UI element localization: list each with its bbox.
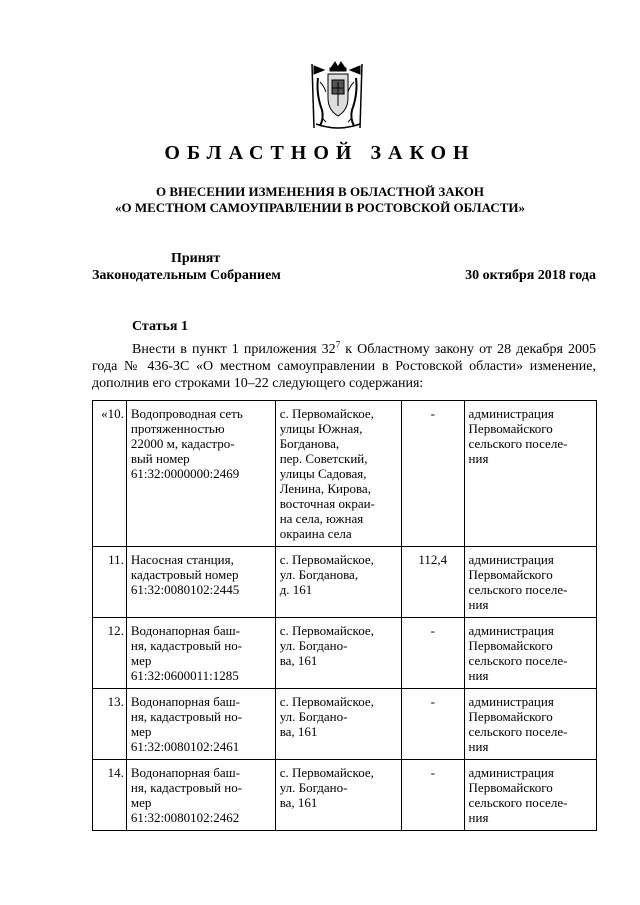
owner-cell: администрация Первомайского сельского поселе- ния xyxy=(464,760,596,831)
row-number: 13. xyxy=(93,689,127,760)
row-number: 14. xyxy=(93,760,127,831)
area-cell: - xyxy=(401,760,464,831)
owner-cell: администрация Первомайского сельского поселе- ния xyxy=(464,689,596,760)
table-row xyxy=(93,689,597,760)
table-row xyxy=(93,618,597,689)
article-paragraph xyxy=(92,341,596,392)
owner-cell: администрация Первомайского сельского поселе- ния xyxy=(464,401,596,547)
table-row xyxy=(93,760,597,831)
row-number: 12. xyxy=(93,618,127,689)
article-heading: Статья 1 xyxy=(132,319,188,334)
property-table-body xyxy=(93,401,597,831)
object-name-cell: Насосная станция, кадастровый номер 61:32:0080102:2445 xyxy=(126,547,275,618)
owner-cell: администрация Первомайского сельского поселе- ния xyxy=(464,618,596,689)
owner-cell: администрация Первомайского сельского поселе- ния xyxy=(464,547,596,618)
paragraph-superscript: 7 xyxy=(335,339,341,350)
paragraph-text-1: Внести в пункт 1 приложения 32 xyxy=(132,342,336,357)
address-cell: с. Первомайское, ул. Богданова, д. 161 xyxy=(275,547,401,618)
adoption-date: 30 октября 2018 года xyxy=(465,268,596,283)
area-cell: 112,4 xyxy=(401,547,464,618)
adoption-block xyxy=(92,250,302,284)
address-cell: с. Первомайское, улицы Южная, Богданова, пер. Советский, улицы Садовая, Ленина, Кирова, восточная окраи- на села, южная окраина села xyxy=(275,401,401,547)
adopting-body: Законодательным Собранием xyxy=(92,268,281,283)
row-number: «10. xyxy=(93,401,127,547)
document-title: ОБЛАСТНОЙ ЗАКОН xyxy=(164,142,476,164)
area-cell: - xyxy=(401,689,464,760)
paragraph-text-2: к Областному закону от 28 декабря 2005 года № 436-ЗС «О местном самоуправлении в Ростовской области» изменение, дополнив его строками 10–22 следующего содержания: xyxy=(92,342,596,391)
property-table xyxy=(92,400,597,831)
object-name-cell: Водонапорная баш- ня, кадастровый но- мер 61:32:0080102:2462 xyxy=(126,760,275,831)
table-row xyxy=(93,401,597,547)
table-row xyxy=(93,547,597,618)
address-cell: с. Первомайское, ул. Богдано- ва, 161 xyxy=(275,689,401,760)
area-cell: - xyxy=(401,401,464,547)
object-name-cell: Водонапорная баш- ня, кадастровый но- мер 61:32:0080102:2461 xyxy=(126,689,275,760)
address-cell: с. Первомайское, ул. Богдано- ва, 161 xyxy=(275,760,401,831)
address-cell: с. Первомайское, ул. Богдано- ва, 161 xyxy=(275,618,401,689)
object-name-cell: Водонапорная баш- ня, кадастровый но- мер 61:32:0600011:1285 xyxy=(126,618,275,689)
row-number: 11. xyxy=(93,547,127,618)
object-name-cell: Водопроводная сеть протяженностью 22000 м, кадастро- вый номер 61:32:0000000:2469 xyxy=(126,401,275,547)
subtitle-line-1: О ВНЕСЕНИИ ИЗМЕНЕНИЯ В ОБЛАСТНОЙ ЗАКОН xyxy=(156,184,484,199)
document-subtitle xyxy=(60,184,580,216)
area-cell: - xyxy=(401,618,464,689)
coat-of-arms-icon xyxy=(302,58,374,134)
adopted-label: Принят xyxy=(171,251,221,266)
subtitle-line-2: «О МЕСТНОМ САМОУПРАВЛЕНИИ В РОСТОВСКОЙ ОБЛАСТИ» xyxy=(115,200,525,215)
